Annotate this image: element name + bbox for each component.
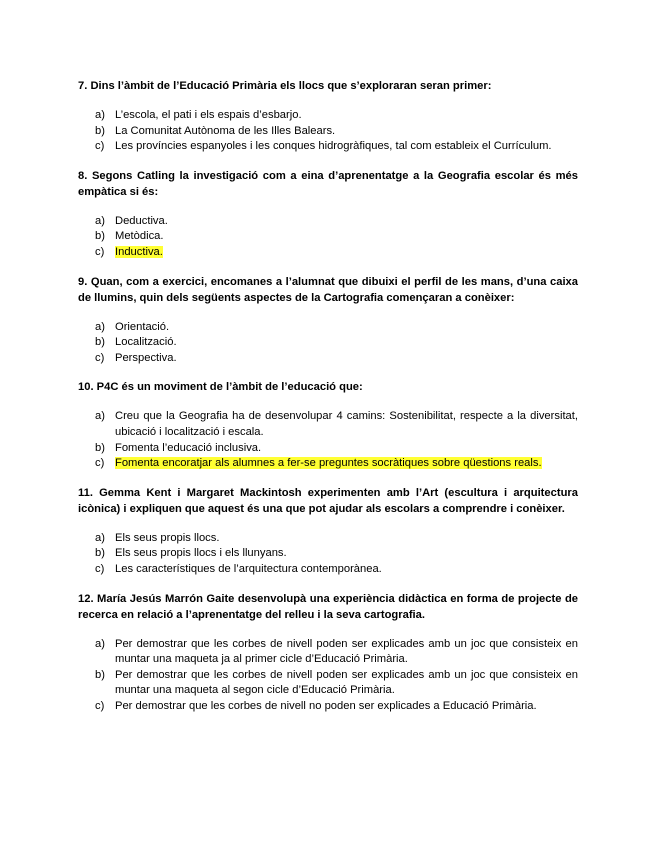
option-letter: c) — [95, 699, 105, 712]
question-text: 8. Segons Catling la investigació com a eina d’aprenentatge a la Geografia escolar és més empàtica si és: — [78, 169, 578, 198]
option-item — [78, 229, 578, 245]
option-letter: b) — [95, 441, 105, 454]
option-list — [78, 637, 578, 715]
option-item — [78, 335, 578, 351]
option-letter: c) — [95, 245, 105, 258]
option-list — [78, 214, 578, 261]
option-letter: a) — [95, 531, 105, 544]
option-letter: c) — [95, 457, 105, 470]
option-item — [78, 668, 578, 699]
option-item — [78, 409, 578, 440]
option-item — [78, 699, 578, 715]
question-text: 12. María Jesús Marrón Gaite desenvolupà una experiència didàctica en forma de projecte de recerca en relació a l’aprenentatge del relleu i la seva cartografia. — [78, 592, 578, 621]
option-text: Els seus propis llocs. — [115, 531, 220, 544]
question-text: 10. P4C és un moviment de l’àmbit de l’educació que: — [78, 381, 363, 394]
option-text: La Comunitat Autònoma de les Illes Balears. — [115, 124, 336, 137]
option-item — [78, 546, 578, 562]
highlighted-answer-text: Fomenta encoratjar als alumnes a fer-se preguntes socràtiques sobre qüestions reals. — [115, 457, 542, 470]
document-page — [78, 78, 578, 714]
option-letter: b) — [95, 230, 105, 243]
option-text: Els seus propis llocs i els llunyans. — [115, 547, 287, 560]
option-text: Per demostrar que les corbes de nivell poden ser explicades amb un joc que consisteix en muntar una maqueta ja al primer cicle d’Educació Primària. — [115, 637, 578, 666]
option-text: Per demostrar que les corbes de nivell no poden ser explicades a Educació Primària. — [115, 699, 537, 712]
option-item — [78, 637, 578, 668]
option-text: Les províncies espanyoles i les conques hidrogràfiques, tal com estableix el Currículum. — [115, 140, 552, 153]
option-letter: a) — [95, 320, 105, 333]
option-letter: a) — [95, 214, 105, 227]
option-item — [78, 245, 578, 261]
option-item — [78, 456, 578, 472]
question-block — [78, 379, 578, 471]
question-text: 9. Quan, com a exercici, encomanes a l’alumnat que dibuixi el perfil de les mans, d’una caixa de llumins, quin dels següents aspectes de la Cartografia començaran a conèixer: — [78, 275, 578, 304]
option-item — [78, 108, 578, 124]
question-block — [78, 274, 578, 367]
option-letter: b) — [95, 124, 105, 137]
option-letter: c) — [95, 562, 105, 575]
option-text: Metòdica. — [115, 230, 164, 243]
option-item — [78, 351, 578, 367]
option-letter: c) — [95, 351, 105, 364]
question-block — [78, 168, 578, 261]
option-text: Per demostrar que les corbes de nivell poden ser explicades amb un joc que consisteix en muntar una maqueta al segon cicle d’Educació Primària. — [115, 668, 578, 697]
option-letter: b) — [95, 668, 105, 681]
option-letter: b) — [95, 547, 105, 560]
option-letter: a) — [95, 637, 105, 650]
option-text: Perspectiva. — [115, 351, 177, 364]
option-letter: c) — [95, 140, 105, 153]
option-list — [78, 320, 578, 367]
option-letter: a) — [95, 109, 105, 121]
option-item — [78, 531, 578, 547]
option-text: Deductiva. — [115, 214, 168, 227]
option-item — [78, 562, 578, 578]
highlighted-answer-text: Inductiva. — [115, 245, 163, 258]
option-item — [78, 441, 578, 457]
option-list — [78, 531, 578, 578]
option-item — [78, 124, 578, 140]
option-text: Orientació. — [115, 320, 170, 333]
question-text: 7. Dins l’àmbit de l’Educació Primària els llocs que s’exploraran seran primer: — [78, 80, 492, 92]
option-text: L’escola, el pati i els espais d’esbarjo. — [115, 109, 302, 121]
question-block — [78, 78, 578, 155]
option-item — [78, 139, 578, 155]
option-list — [78, 409, 578, 471]
option-letter: b) — [95, 336, 105, 349]
question-block — [78, 485, 578, 578]
option-text: Localització. — [115, 336, 177, 349]
option-text: Les característiques de l’arquitectura contemporànea. — [115, 562, 382, 575]
option-item — [78, 214, 578, 230]
option-text: Fomenta l’educació inclusiva. — [115, 441, 262, 454]
question-block — [78, 591, 578, 715]
option-text: Creu que la Geografia ha de desenvolupar 4 camins: Sostenibilitat, respecte a la diversitat, ubicació i localització i escala. — [115, 410, 578, 438]
option-list — [78, 108, 578, 155]
option-letter: a) — [95, 410, 105, 423]
option-item — [78, 320, 578, 336]
question-text: 11. Gemma Kent i Margaret Mackintosh experimenten amb l’Art (escultura i arquitectura icònica) i expliquen que aquest és una que pot ajudar als escolars a comprendre i conèixer. — [78, 486, 578, 515]
